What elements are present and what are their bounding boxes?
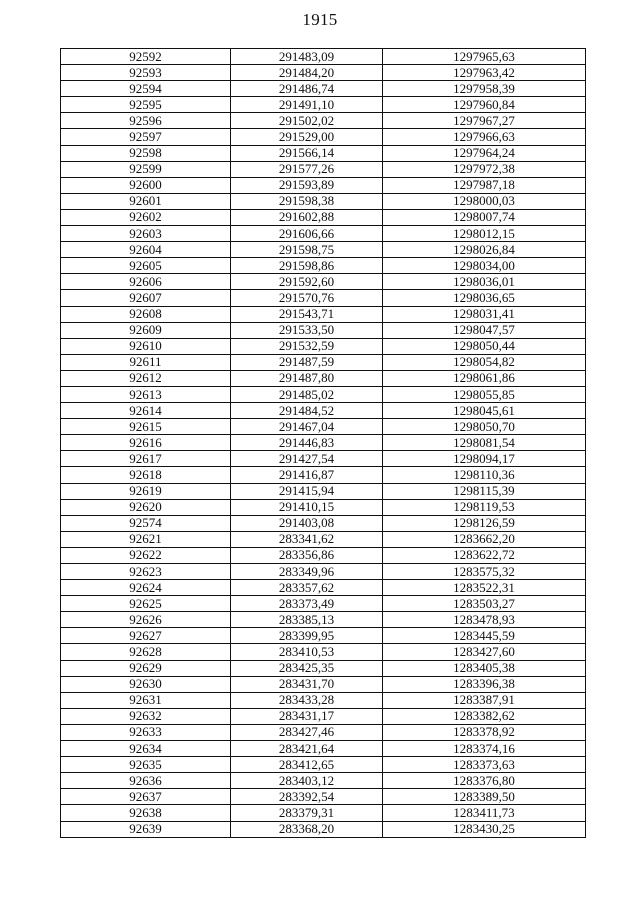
- point-number-cell: 92637: [61, 789, 231, 805]
- x-coordinate-cell: 291467,04: [231, 419, 383, 435]
- point-number-cell: 92595: [61, 97, 231, 113]
- x-coordinate-cell: 291485,02: [231, 386, 383, 402]
- y-coordinate-cell: 1298007,74: [383, 209, 586, 225]
- point-number-cell: 92617: [61, 451, 231, 467]
- table-row: [61, 354, 586, 370]
- y-coordinate-cell: 1283378,92: [383, 724, 586, 740]
- table-row: [61, 499, 586, 515]
- x-coordinate-cell: 291415,94: [231, 483, 383, 499]
- point-number-cell: 92626: [61, 612, 231, 628]
- y-coordinate-cell: 1283575,32: [383, 564, 586, 580]
- point-number-cell: 92613: [61, 386, 231, 402]
- y-coordinate-cell: 1298094,17: [383, 451, 586, 467]
- table-row: [61, 274, 586, 290]
- y-coordinate-cell: 1283427,60: [383, 644, 586, 660]
- x-coordinate-cell: 291606,66: [231, 226, 383, 242]
- y-coordinate-cell: 1283373,63: [383, 757, 586, 773]
- y-coordinate-cell: 1283389,50: [383, 789, 586, 805]
- table-row: [61, 708, 586, 724]
- x-coordinate-cell: 291543,71: [231, 306, 383, 322]
- x-coordinate-cell: 283425,35: [231, 660, 383, 676]
- x-coordinate-cell: 283427,46: [231, 724, 383, 740]
- point-number-cell: 92635: [61, 757, 231, 773]
- y-coordinate-cell: 1298012,15: [383, 226, 586, 242]
- y-coordinate-cell: 1298031,41: [383, 306, 586, 322]
- y-coordinate-cell: 1298126,59: [383, 515, 586, 531]
- y-coordinate-cell: 1297967,27: [383, 113, 586, 129]
- y-coordinate-cell: 1298119,53: [383, 499, 586, 515]
- page-number: 1915: [302, 10, 338, 29]
- y-coordinate-cell: 1298110,36: [383, 467, 586, 483]
- table-row: [61, 370, 586, 386]
- y-coordinate-cell: 1298045,61: [383, 403, 586, 419]
- point-number-cell: 92632: [61, 708, 231, 724]
- x-coordinate-cell: 291593,89: [231, 177, 383, 193]
- x-coordinate-cell: 291487,80: [231, 370, 383, 386]
- y-coordinate-cell: 1297963,42: [383, 65, 586, 81]
- x-coordinate-cell: 283373,49: [231, 596, 383, 612]
- x-coordinate-cell: 291410,15: [231, 499, 383, 515]
- point-number-cell: 92601: [61, 193, 231, 209]
- table-row: [61, 805, 586, 821]
- y-coordinate-cell: 1283387,91: [383, 692, 586, 708]
- point-number-cell: 92634: [61, 741, 231, 757]
- table-row: [61, 435, 586, 451]
- x-coordinate-cell: 291602,88: [231, 209, 383, 225]
- point-number-cell: 92616: [61, 435, 231, 451]
- table-row: [61, 821, 586, 837]
- y-coordinate-cell: 1297960,84: [383, 97, 586, 113]
- point-number-cell: 92638: [61, 805, 231, 821]
- x-coordinate-cell: 283412,65: [231, 757, 383, 773]
- y-coordinate-cell: 1298061,86: [383, 370, 586, 386]
- y-coordinate-cell: 1298081,54: [383, 435, 586, 451]
- point-number-cell: 92620: [61, 499, 231, 515]
- point-number-cell: 92630: [61, 676, 231, 692]
- y-coordinate-cell: 1283376,80: [383, 773, 586, 789]
- table-row: [61, 65, 586, 81]
- table-row: [61, 386, 586, 402]
- point-number-cell: 92622: [61, 547, 231, 563]
- point-number-cell: 92600: [61, 177, 231, 193]
- point-number-cell: 92631: [61, 692, 231, 708]
- point-number-cell: 92628: [61, 644, 231, 660]
- point-number-cell: 92592: [61, 49, 231, 65]
- point-number-cell: 92611: [61, 354, 231, 370]
- x-coordinate-cell: 291592,60: [231, 274, 383, 290]
- x-coordinate-cell: 291577,26: [231, 161, 383, 177]
- coordinates-table-body: [61, 49, 586, 838]
- x-coordinate-cell: 283385,13: [231, 612, 383, 628]
- point-number-cell: 92607: [61, 290, 231, 306]
- point-number-cell: 92636: [61, 773, 231, 789]
- x-coordinate-cell: 283349,96: [231, 564, 383, 580]
- y-coordinate-cell: 1297966,63: [383, 129, 586, 145]
- table-row: [61, 660, 586, 676]
- table-row: [61, 129, 586, 145]
- table-row: [61, 451, 586, 467]
- coordinates-table: [60, 48, 586, 838]
- x-coordinate-cell: 291491,10: [231, 97, 383, 113]
- point-number-cell: 92609: [61, 322, 231, 338]
- y-coordinate-cell: 1283405,38: [383, 660, 586, 676]
- x-coordinate-cell: 291502,02: [231, 113, 383, 129]
- point-number-cell: 92596: [61, 113, 231, 129]
- table-row: [61, 644, 586, 660]
- point-number-cell: 92627: [61, 628, 231, 644]
- table-row: [61, 113, 586, 129]
- table-row: [61, 290, 586, 306]
- y-coordinate-cell: 1298034,00: [383, 258, 586, 274]
- x-coordinate-cell: 291484,20: [231, 65, 383, 81]
- x-coordinate-cell: 283356,86: [231, 547, 383, 563]
- y-coordinate-cell: 1298054,82: [383, 354, 586, 370]
- table-row: [61, 676, 586, 692]
- point-number-cell: 92625: [61, 596, 231, 612]
- table-row: [61, 757, 586, 773]
- table-row: [61, 306, 586, 322]
- point-number-cell: 92618: [61, 467, 231, 483]
- point-number-cell: 92612: [61, 370, 231, 386]
- point-number-cell: 92605: [61, 258, 231, 274]
- x-coordinate-cell: 291570,76: [231, 290, 383, 306]
- x-coordinate-cell: 283357,62: [231, 580, 383, 596]
- table-row: [61, 596, 586, 612]
- table-row: [61, 419, 586, 435]
- table-row: [61, 258, 586, 274]
- x-coordinate-cell: 291529,00: [231, 129, 383, 145]
- table-row: [61, 773, 586, 789]
- point-number-cell: 92629: [61, 660, 231, 676]
- table-row: [61, 467, 586, 483]
- y-coordinate-cell: 1297972,38: [383, 161, 586, 177]
- table-row: [61, 580, 586, 596]
- y-coordinate-cell: 1283374,16: [383, 741, 586, 757]
- table-row: [61, 403, 586, 419]
- table-row: [61, 564, 586, 580]
- y-coordinate-cell: 1283503,27: [383, 596, 586, 612]
- point-number-cell: 92623: [61, 564, 231, 580]
- x-coordinate-cell: 291483,09: [231, 49, 383, 65]
- x-coordinate-cell: 291532,59: [231, 338, 383, 354]
- table-row: [61, 193, 586, 209]
- y-coordinate-cell: 1283430,25: [383, 821, 586, 837]
- point-number-cell: 92621: [61, 531, 231, 547]
- y-coordinate-cell: 1298055,85: [383, 386, 586, 402]
- point-number-cell: 92624: [61, 580, 231, 596]
- point-number-cell: 92639: [61, 821, 231, 837]
- y-coordinate-cell: 1298115,39: [383, 483, 586, 499]
- x-coordinate-cell: 291446,83: [231, 435, 383, 451]
- point-number-cell: 92633: [61, 724, 231, 740]
- table-row: [61, 338, 586, 354]
- x-coordinate-cell: 283399,95: [231, 628, 383, 644]
- point-number-cell: 92614: [61, 403, 231, 419]
- x-coordinate-cell: 291484,52: [231, 403, 383, 419]
- y-coordinate-cell: 1298050,44: [383, 338, 586, 354]
- table-row: [61, 531, 586, 547]
- point-number-cell: 92593: [61, 65, 231, 81]
- x-coordinate-cell: 283341,62: [231, 531, 383, 547]
- x-coordinate-cell: 291598,86: [231, 258, 383, 274]
- table-row: [61, 49, 586, 65]
- y-coordinate-cell: 1297987,18: [383, 177, 586, 193]
- table-row: [61, 81, 586, 97]
- x-coordinate-cell: 291416,87: [231, 467, 383, 483]
- point-number-cell: 92594: [61, 81, 231, 97]
- y-coordinate-cell: 1283445,59: [383, 628, 586, 644]
- y-coordinate-cell: 1298026,84: [383, 242, 586, 258]
- table-row: [61, 226, 586, 242]
- y-coordinate-cell: 1298050,70: [383, 419, 586, 435]
- table-row: [61, 322, 586, 338]
- point-number-cell: 92602: [61, 209, 231, 225]
- y-coordinate-cell: 1283411,73: [383, 805, 586, 821]
- x-coordinate-cell: 283433,28: [231, 692, 383, 708]
- point-number-cell: 92608: [61, 306, 231, 322]
- table-row: [61, 741, 586, 757]
- x-coordinate-cell: 283421,64: [231, 741, 383, 757]
- x-coordinate-cell: 283410,53: [231, 644, 383, 660]
- point-number-cell: 92604: [61, 242, 231, 258]
- table-row: [61, 483, 586, 499]
- x-coordinate-cell: 291566,14: [231, 145, 383, 161]
- x-coordinate-cell: 283368,20: [231, 821, 383, 837]
- table-row: [61, 145, 586, 161]
- x-coordinate-cell: 283431,70: [231, 676, 383, 692]
- y-coordinate-cell: 1298036,65: [383, 290, 586, 306]
- x-coordinate-cell: 291533,50: [231, 322, 383, 338]
- point-number-cell: 92606: [61, 274, 231, 290]
- x-coordinate-cell: 291427,54: [231, 451, 383, 467]
- point-number-cell: 92598: [61, 145, 231, 161]
- table-row: [61, 547, 586, 563]
- x-coordinate-cell: 291598,38: [231, 193, 383, 209]
- y-coordinate-cell: 1283396,38: [383, 676, 586, 692]
- x-coordinate-cell: 291403,08: [231, 515, 383, 531]
- x-coordinate-cell: 283431,17: [231, 708, 383, 724]
- y-coordinate-cell: 1283662,20: [383, 531, 586, 547]
- y-coordinate-cell: 1297964,24: [383, 145, 586, 161]
- table-row: [61, 161, 586, 177]
- table-row: [61, 628, 586, 644]
- table-row: [61, 177, 586, 193]
- y-coordinate-cell: 1297965,63: [383, 49, 586, 65]
- y-coordinate-cell: 1283522,31: [383, 580, 586, 596]
- y-coordinate-cell: 1298000,03: [383, 193, 586, 209]
- y-coordinate-cell: 1298036,01: [383, 274, 586, 290]
- table-row: [61, 97, 586, 113]
- x-coordinate-cell: 291486,74: [231, 81, 383, 97]
- point-number-cell: 92610: [61, 338, 231, 354]
- x-coordinate-cell: 283379,31: [231, 805, 383, 821]
- x-coordinate-cell: 283403,12: [231, 773, 383, 789]
- point-number-cell: 92619: [61, 483, 231, 499]
- point-number-cell: 92597: [61, 129, 231, 145]
- table-row: [61, 515, 586, 531]
- x-coordinate-cell: 291598,75: [231, 242, 383, 258]
- x-coordinate-cell: 283392,54: [231, 789, 383, 805]
- point-number-cell: 92574: [61, 515, 231, 531]
- y-coordinate-cell: 1297958,39: [383, 81, 586, 97]
- table-row: [61, 789, 586, 805]
- table-row: [61, 692, 586, 708]
- y-coordinate-cell: 1283622,72: [383, 547, 586, 563]
- x-coordinate-cell: 291487,59: [231, 354, 383, 370]
- table-row: [61, 209, 586, 225]
- table-row: [61, 242, 586, 258]
- y-coordinate-cell: 1298047,57: [383, 322, 586, 338]
- point-number-cell: 92615: [61, 419, 231, 435]
- table-row: [61, 612, 586, 628]
- point-number-cell: 92599: [61, 161, 231, 177]
- y-coordinate-cell: 1283478,93: [383, 612, 586, 628]
- table-row: [61, 724, 586, 740]
- y-coordinate-cell: 1283382,62: [383, 708, 586, 724]
- point-number-cell: 92603: [61, 226, 231, 242]
